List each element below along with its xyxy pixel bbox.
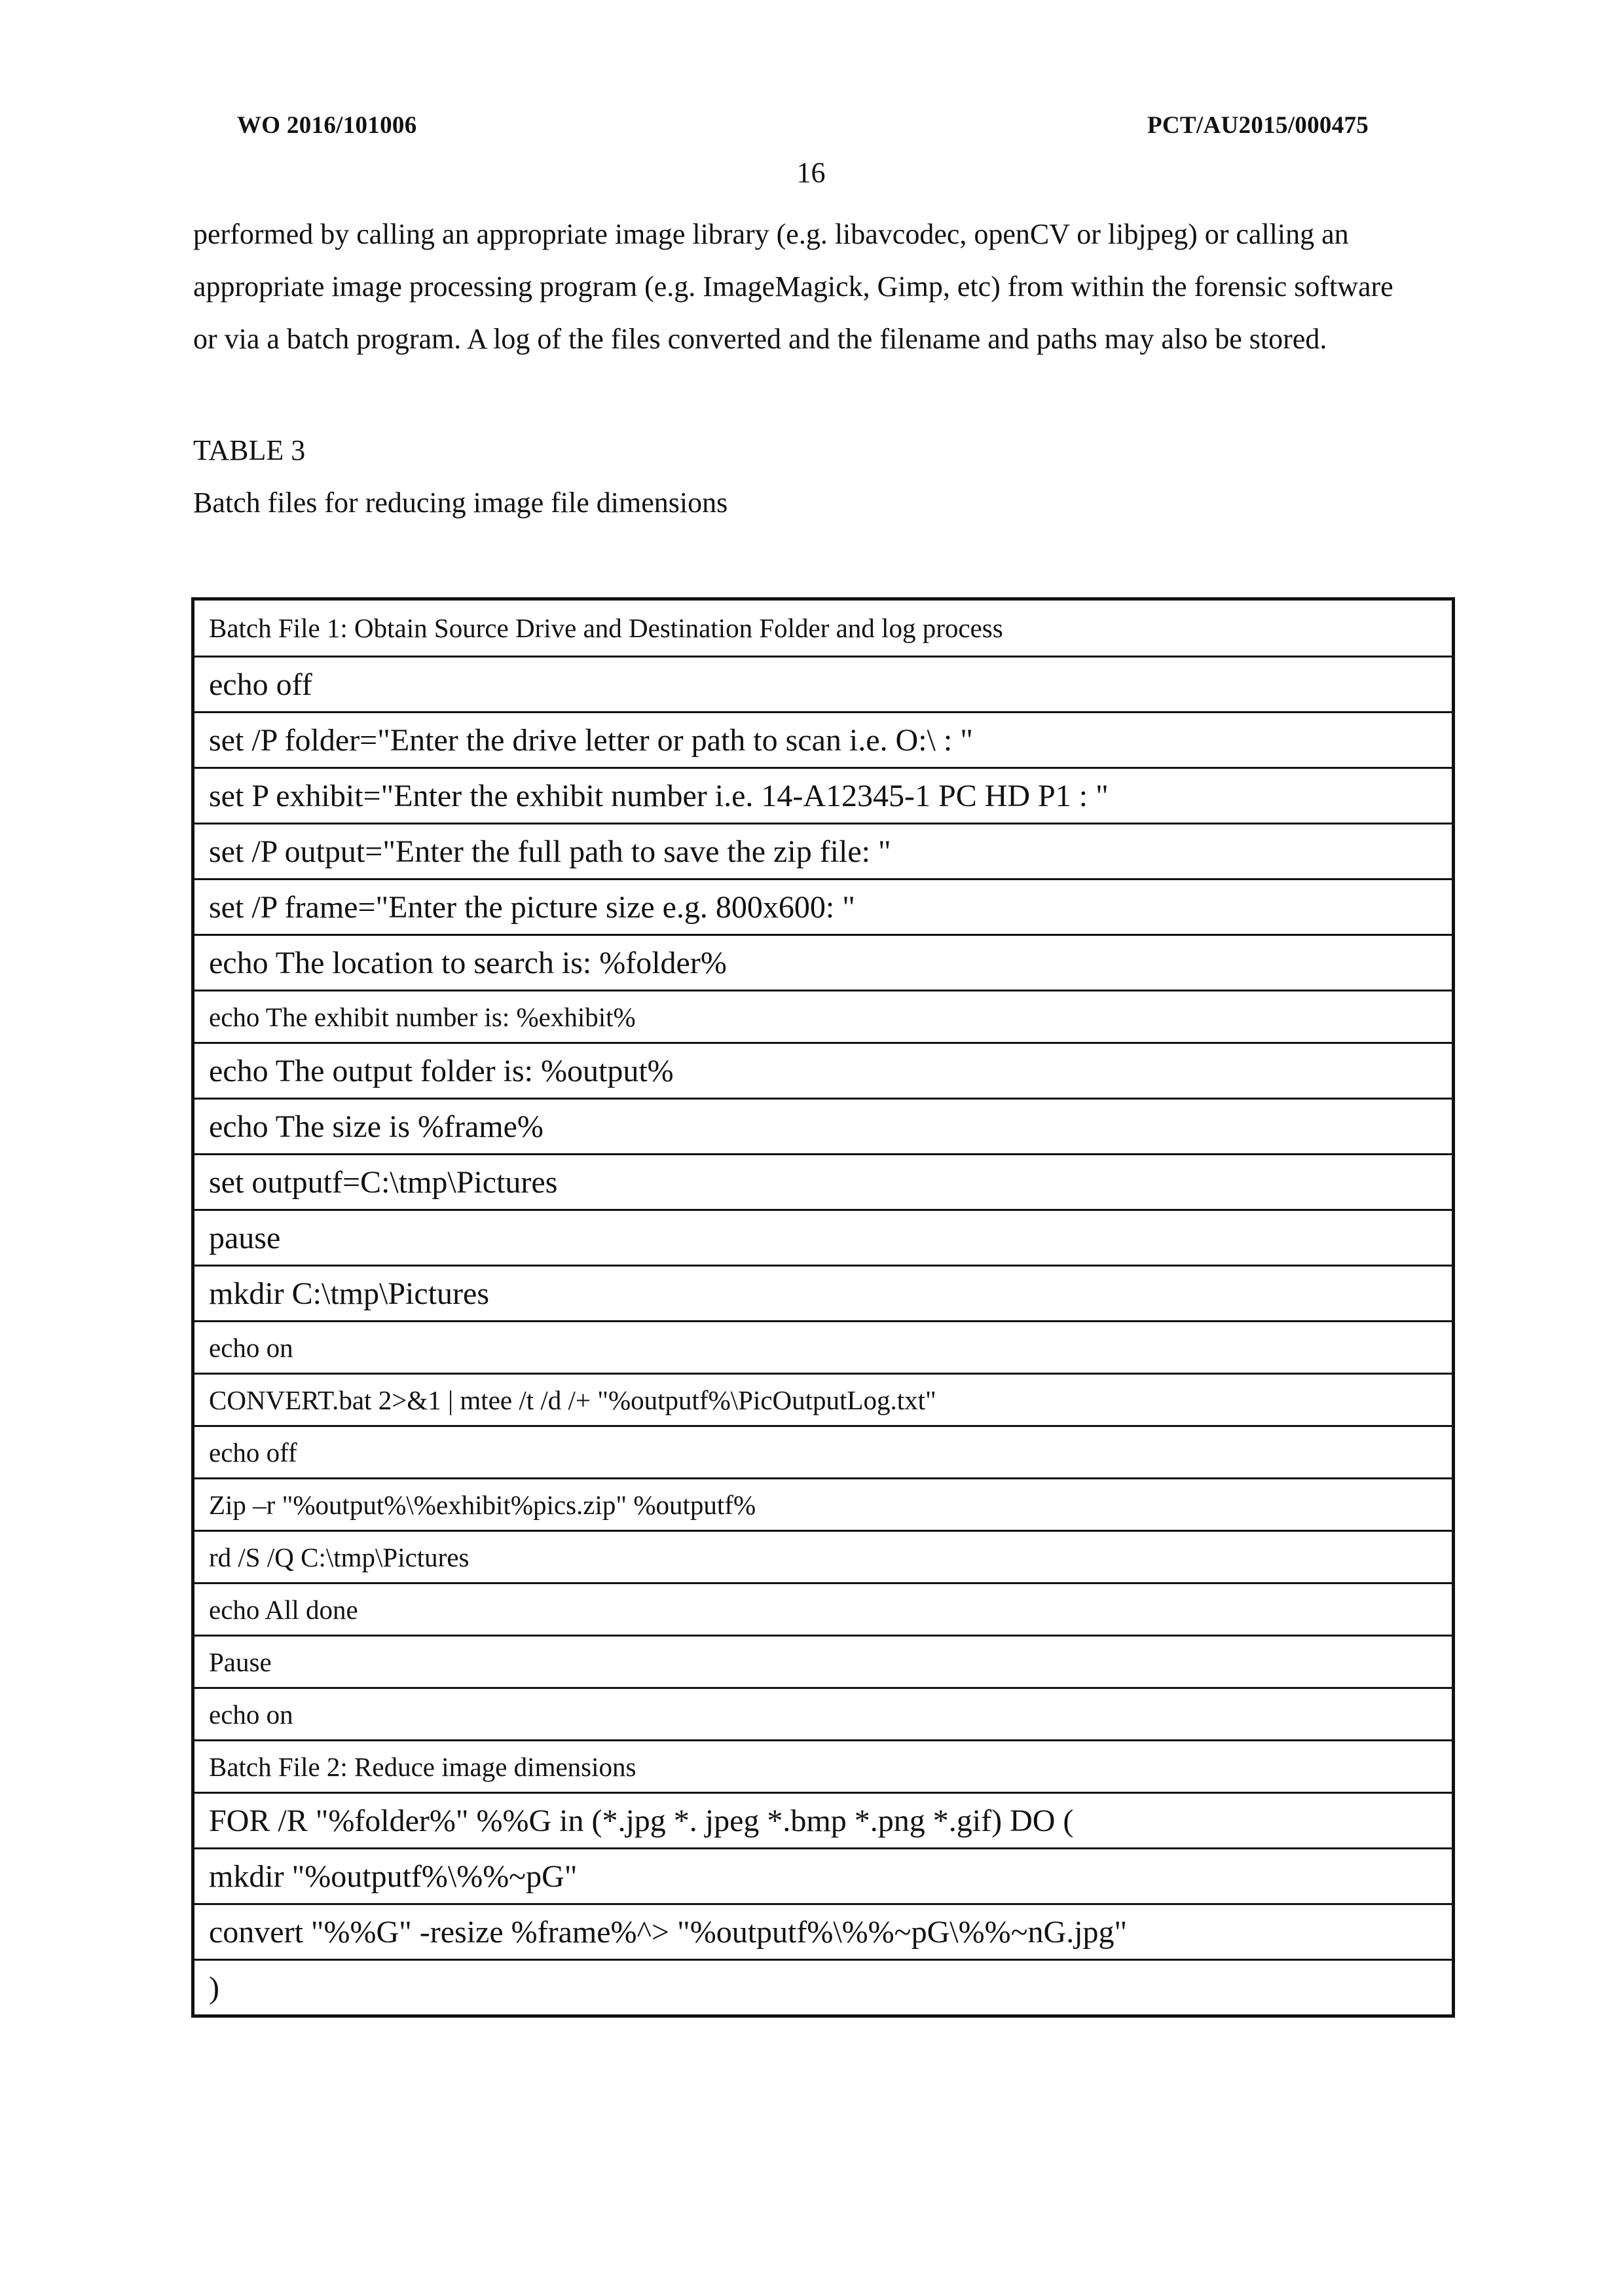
table-row: )	[194, 1959, 1452, 2014]
table-row: set P exhibit="Enter the exhibit number i.e. 14-A12345-1 PC HD P1 : "	[194, 767, 1452, 823]
table-row: echo The exhibit number is: %exhibit%	[194, 990, 1452, 1042]
table-row: set outputf=C:\tmp\Pictures	[194, 1153, 1452, 1209]
paragraph-line: appropriate image processing program (e.g. ImageMagick, Gimp, etc) from within the forensic software	[193, 270, 1393, 303]
paragraph-line: performed by calling an appropriate image library (e.g. libavcodec, openCV or libjpeg) or calling an	[193, 218, 1349, 250]
table-caption: Batch files for reducing image file dimensions	[193, 487, 728, 519]
batch-file-table	[191, 597, 1455, 2018]
table-row: echo on	[194, 1320, 1452, 1373]
table-row: CONVERT.bat 2>&1 | mtee /t /d /+ "%outputf%\PicOutputLog.txt"	[194, 1373, 1452, 1425]
table-row: echo The size is %frame%	[194, 1098, 1452, 1153]
table-row: rd /S /Q C:\tmp\Pictures	[194, 1530, 1452, 1582]
table-row: mkdir C:\tmp\Pictures	[194, 1265, 1452, 1320]
table-label: TABLE 3	[193, 434, 306, 466]
table-row: echo All done	[194, 1582, 1452, 1635]
table-row: FOR /R "%folder%" %%G in (*.jpg *. jpeg *.bmp *.png *.gif) DO (	[194, 1792, 1452, 1847]
table-row: echo off	[194, 1425, 1452, 1477]
table-row: Pause	[194, 1635, 1452, 1687]
body-paragraph	[193, 208, 1457, 365]
table-row: echo off	[194, 656, 1452, 711]
table-row: pause	[194, 1209, 1452, 1265]
table-row: set /P folder="Enter the drive letter or path to scan i.e. O:\ : "	[194, 711, 1452, 767]
page-number: 16	[796, 157, 826, 189]
table-row: echo The location to search is: %folder%	[194, 934, 1452, 990]
table-row: convert "%%G" -resize %frame%^> "%outputf%\%%~pG\%%~nG.jpg"	[194, 1903, 1452, 1959]
table-row-header: Batch File 2: Reduce image dimensions	[194, 1739, 1452, 1792]
table-row: Zip –r "%output%\%exhibit%pics.zip" %outputf%	[194, 1477, 1452, 1530]
publication-number: WO 2016/101006	[237, 112, 417, 139]
table-row: mkdir "%outputf%\%%~pG"	[194, 1847, 1452, 1903]
table-row: set /P frame="Enter the picture size e.g. 800x600: "	[194, 878, 1452, 934]
application-number: PCT/AU2015/000475	[1147, 112, 1369, 139]
table-row-header: Batch File 1: Obtain Source Drive and Destination Folder and log process	[209, 613, 1003, 643]
paragraph-line: or via a batch program. A log of the files converted and the filename and paths may also be stored.	[193, 323, 1327, 355]
table-row: echo The output folder is: %output%	[194, 1042, 1452, 1098]
table-row: echo on	[194, 1687, 1452, 1739]
table-row: set /P output="Enter the full path to save the zip file: "	[194, 823, 1452, 878]
